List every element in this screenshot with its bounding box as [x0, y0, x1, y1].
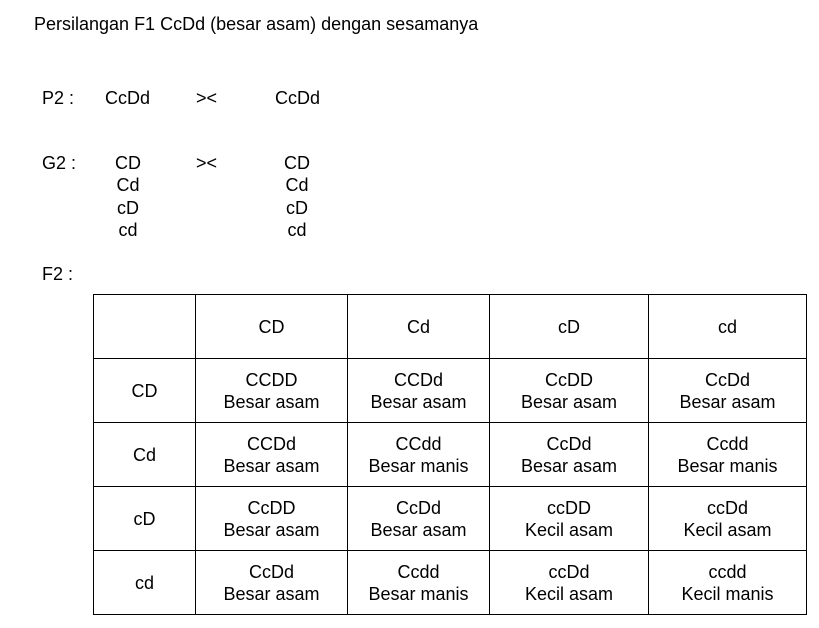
phenotype: Kecil asam — [524, 583, 614, 604]
genotype: CcDd — [248, 561, 294, 582]
gamete: Cd — [285, 175, 309, 196]
genotype: Ccdd — [706, 433, 749, 454]
column-header: cd — [649, 295, 807, 359]
table-cell — [649, 423, 807, 487]
phenotype: Besar asam — [679, 391, 776, 412]
table-cell — [490, 487, 649, 551]
genotype: CCDd — [393, 369, 443, 390]
table-header-row — [94, 295, 807, 359]
gamete: cD — [117, 197, 139, 218]
corner-cell — [94, 295, 196, 359]
table-cell — [649, 487, 807, 551]
table-cell — [196, 423, 348, 487]
table-cell — [649, 551, 807, 615]
phenotype: Besar asam — [370, 391, 467, 412]
phenotype: Besar asam — [223, 391, 320, 412]
table-cell — [348, 423, 490, 487]
gamete: Cd — [116, 175, 140, 196]
p2-cross-symbol: >< — [196, 88, 218, 108]
table-cell — [490, 359, 649, 423]
table-row — [94, 359, 807, 423]
f2-label: F2 : — [42, 264, 74, 284]
genotype: CcDd — [704, 369, 750, 390]
table-cell — [348, 359, 490, 423]
table-cell — [348, 551, 490, 615]
gamete: CD — [115, 153, 141, 173]
genotype: ccDd — [548, 561, 590, 582]
gamete: cD — [286, 197, 308, 218]
phenotype: Besar manis — [677, 455, 778, 476]
genotype: Ccdd — [397, 561, 440, 582]
g2-gametes-parent-1 — [88, 152, 168, 241]
g2-cross-symbol: >< — [196, 153, 218, 173]
table-row — [94, 551, 807, 615]
g2-label: G2 : — [42, 153, 77, 173]
row-header: cd — [94, 551, 196, 615]
genotype: CCdd — [395, 433, 442, 454]
p2-parent-2: CcDd — [275, 88, 321, 108]
phenotype: Besar asam — [223, 519, 320, 540]
gamete: cd — [287, 219, 307, 240]
table-cell — [348, 487, 490, 551]
genotype: CcDd — [395, 497, 441, 518]
table-cell — [490, 551, 649, 615]
table-cell — [649, 359, 807, 423]
p2-label: P2 : — [42, 88, 75, 108]
genotype: CCDd — [246, 433, 296, 454]
g2-gametes-parent-2 — [257, 152, 337, 241]
phenotype: Besar asam — [223, 455, 320, 476]
phenotype: Kecil asam — [683, 519, 772, 540]
genotype: CcDd — [546, 433, 592, 454]
table-cell — [196, 359, 348, 423]
phenotype: Besar manis — [368, 583, 469, 604]
table-cell — [196, 551, 348, 615]
column-header: cD — [490, 295, 649, 359]
phenotype: Besar asam — [223, 583, 320, 604]
genotype: CCDD — [245, 369, 298, 390]
table-cell — [196, 487, 348, 551]
phenotype: Besar asam — [520, 455, 618, 476]
row-header: CD — [94, 359, 196, 423]
gamete: cd — [118, 219, 138, 240]
genotype: ccDD — [547, 497, 591, 518]
genotype: CcDD — [545, 369, 593, 390]
genotype: ccdd — [708, 561, 747, 582]
table-row — [94, 487, 807, 551]
p2-parent-1: CcDd — [105, 88, 151, 108]
table-cell — [490, 423, 649, 487]
phenotype: Kecil asam — [524, 519, 614, 540]
row-header: Cd — [94, 423, 196, 487]
gamete: CD — [284, 153, 310, 173]
phenotype: Besar manis — [368, 455, 469, 476]
table-row — [94, 423, 807, 487]
column-header: Cd — [348, 295, 490, 359]
page-title: Persilangan F1 CcDd (besar asam) dengan sesamanya — [34, 14, 479, 34]
phenotype: Besar asam — [370, 519, 467, 540]
punnett-square-table — [93, 294, 807, 615]
genotype: ccDd — [706, 497, 748, 518]
row-header: cD — [94, 487, 196, 551]
column-header: CD — [196, 295, 348, 359]
phenotype: Kecil manis — [681, 583, 774, 604]
phenotype: Besar asam — [520, 391, 618, 412]
genotype: CcDD — [247, 497, 296, 518]
